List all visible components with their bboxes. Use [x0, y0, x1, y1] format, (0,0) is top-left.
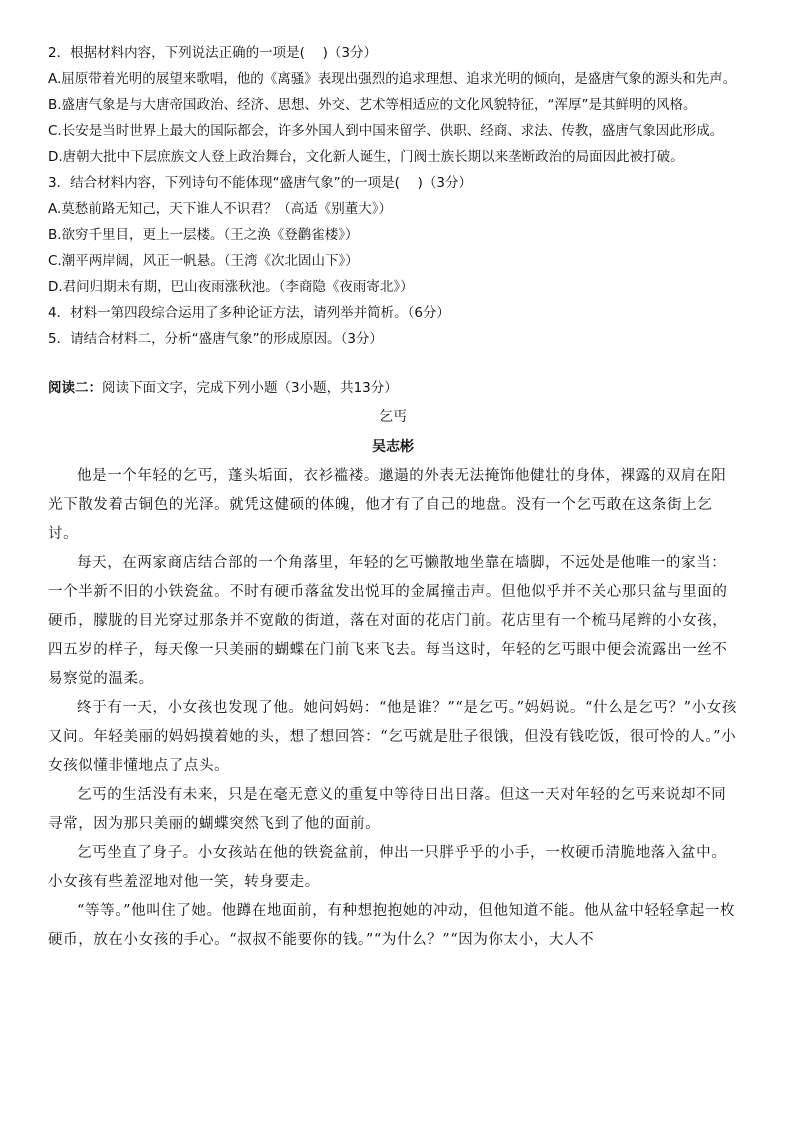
question-5: 5．请结合材料二，分析“盛唐气象”的形成原因。（3分） [48, 331, 383, 347]
option-a: A.莫愁前路无知己，天下谁人不识君？（高适《别董大》） [48, 201, 393, 217]
question-4: 4．材料一第四段综合运用了多种论证方法，请列举并简析。（6分） [48, 305, 450, 321]
option-a: A.屈原带着光明的展望来歌唱，他的《离骚》表现出强烈的追求理想、追求光明的倾向，是盛唐气象的源头和先声。 [48, 71, 737, 87]
article-body [48, 462, 738, 955]
article-title: 乞丐 [379, 409, 407, 425]
paragraph: 乞丐的生活没有未来，只是在毫无意义的重复中等待日出日落。但这一天对年轻的乞丐来说却不同寻常，因为那只美丽的蝴蝶突然飞到了他的面前。 [48, 787, 727, 832]
paragraph: 他是一个年轻的乞丐，蓬头垢面，衣衫褴褛。邋遢的外表无法掩饰他健壮的身体，裸露的双肩在阳光下散发着古铜色的光泽。就凭这健硕的体魄，他才有了自己的地盘。没有一个乞丐敢在这条街上乞讨。 [48, 468, 727, 542]
paragraph: 乞丐坐直了身子。小女孩站在他的铁瓷盆前，伸出一只胖乎乎的小手，一枚硬币清脆地落入盆中。小女孩有些羞涩地对他一笑，转身要走。 [48, 845, 727, 890]
question-2 [48, 40, 738, 170]
paragraph: 每天，在两家商店结合部的一个角落里，年轻的乞丐懒散地坐靠在墙脚，不远处是他唯一的家当：一个半新不旧的小铁瓷盆。不时有硬币落盆发出悦耳的金属撞击声。但他似乎并不关心那只盆与里面的硬币，朦胧的目光穿过那条并不宽敞的街道，落在对面的花店门前。花店里有一个梳马尾辫的小女孩，四五岁的样子，每天像一只美丽的蝴蝶在门前飞来飞去。每当这时，年轻的乞丐眼中便会流露出一丝不易察觉的温柔。 [48, 555, 728, 687]
reading-section-heading [48, 374, 738, 402]
option-b: B.欲穷千里目，更上一层楼。（王之涣《登鹳雀楼》） [48, 227, 359, 243]
article-author: 吴志彬 [372, 439, 414, 455]
spacer [48, 352, 738, 374]
paragraph: “等等。”他叫住了她。他蹲在地面前，有种想抱抱她的冲动，但他知道不能。他从盆中轻轻拿起一枚硬币，放在小女孩的手心。“叔叔不能要你的钱。”“为什么？”“因为你太小，大人不 [48, 903, 736, 948]
paragraph: 终于有一天，小女孩也发现了他。她问妈妈：“他是谁？”“是乞丐。”妈妈说。“什么是乞丐？”小女孩又问。年轻美丽的妈妈摸着她的头，想了想回答：“乞丐就是肚子很饿，但没有钱吃饭，很可怜的人。”小女孩似懂非懂地点了点头。 [48, 700, 737, 774]
option-c: C.潮平两岸阔，风正一帆悬。（王湾《次北固山下》） [48, 253, 359, 269]
option-d: D.君问归期未有期，巴山夜雨涨秋池。（李商隐《夜雨寄北》） [48, 279, 414, 295]
section-instruction: 阅读下面文字，完成下列小题（3小题，共13分） [102, 380, 398, 396]
option-b: B.盛唐气象是与大唐帝国政治、经济、思想、外交、艺术等相适应的文化风貌特征，“浑厚”是其鲜明的风格。 [48, 97, 697, 113]
question-stem: 2．根据材料内容，下列说法正确的一项是( )（3分） [48, 45, 378, 61]
option-d: D.唐朝大批中下层庶族文人登上政治舞台，文化新人诞生，门阀士族长期以来垄断政治的局面因此被打破。 [48, 149, 684, 165]
option-c: C.长安是当时世界上最大的国际都会，许多外国人到中国来留学、供职、经商、求法、传教，盛唐气象因此形成。 [48, 123, 724, 139]
question-stem: 3．结合材料内容，下列诗句不能体现“盛唐气象”的一项是( )（3分） [48, 175, 472, 191]
question-3 [48, 170, 738, 300]
exam-page [48, 40, 738, 955]
section-label: 阅读二： [48, 380, 102, 396]
